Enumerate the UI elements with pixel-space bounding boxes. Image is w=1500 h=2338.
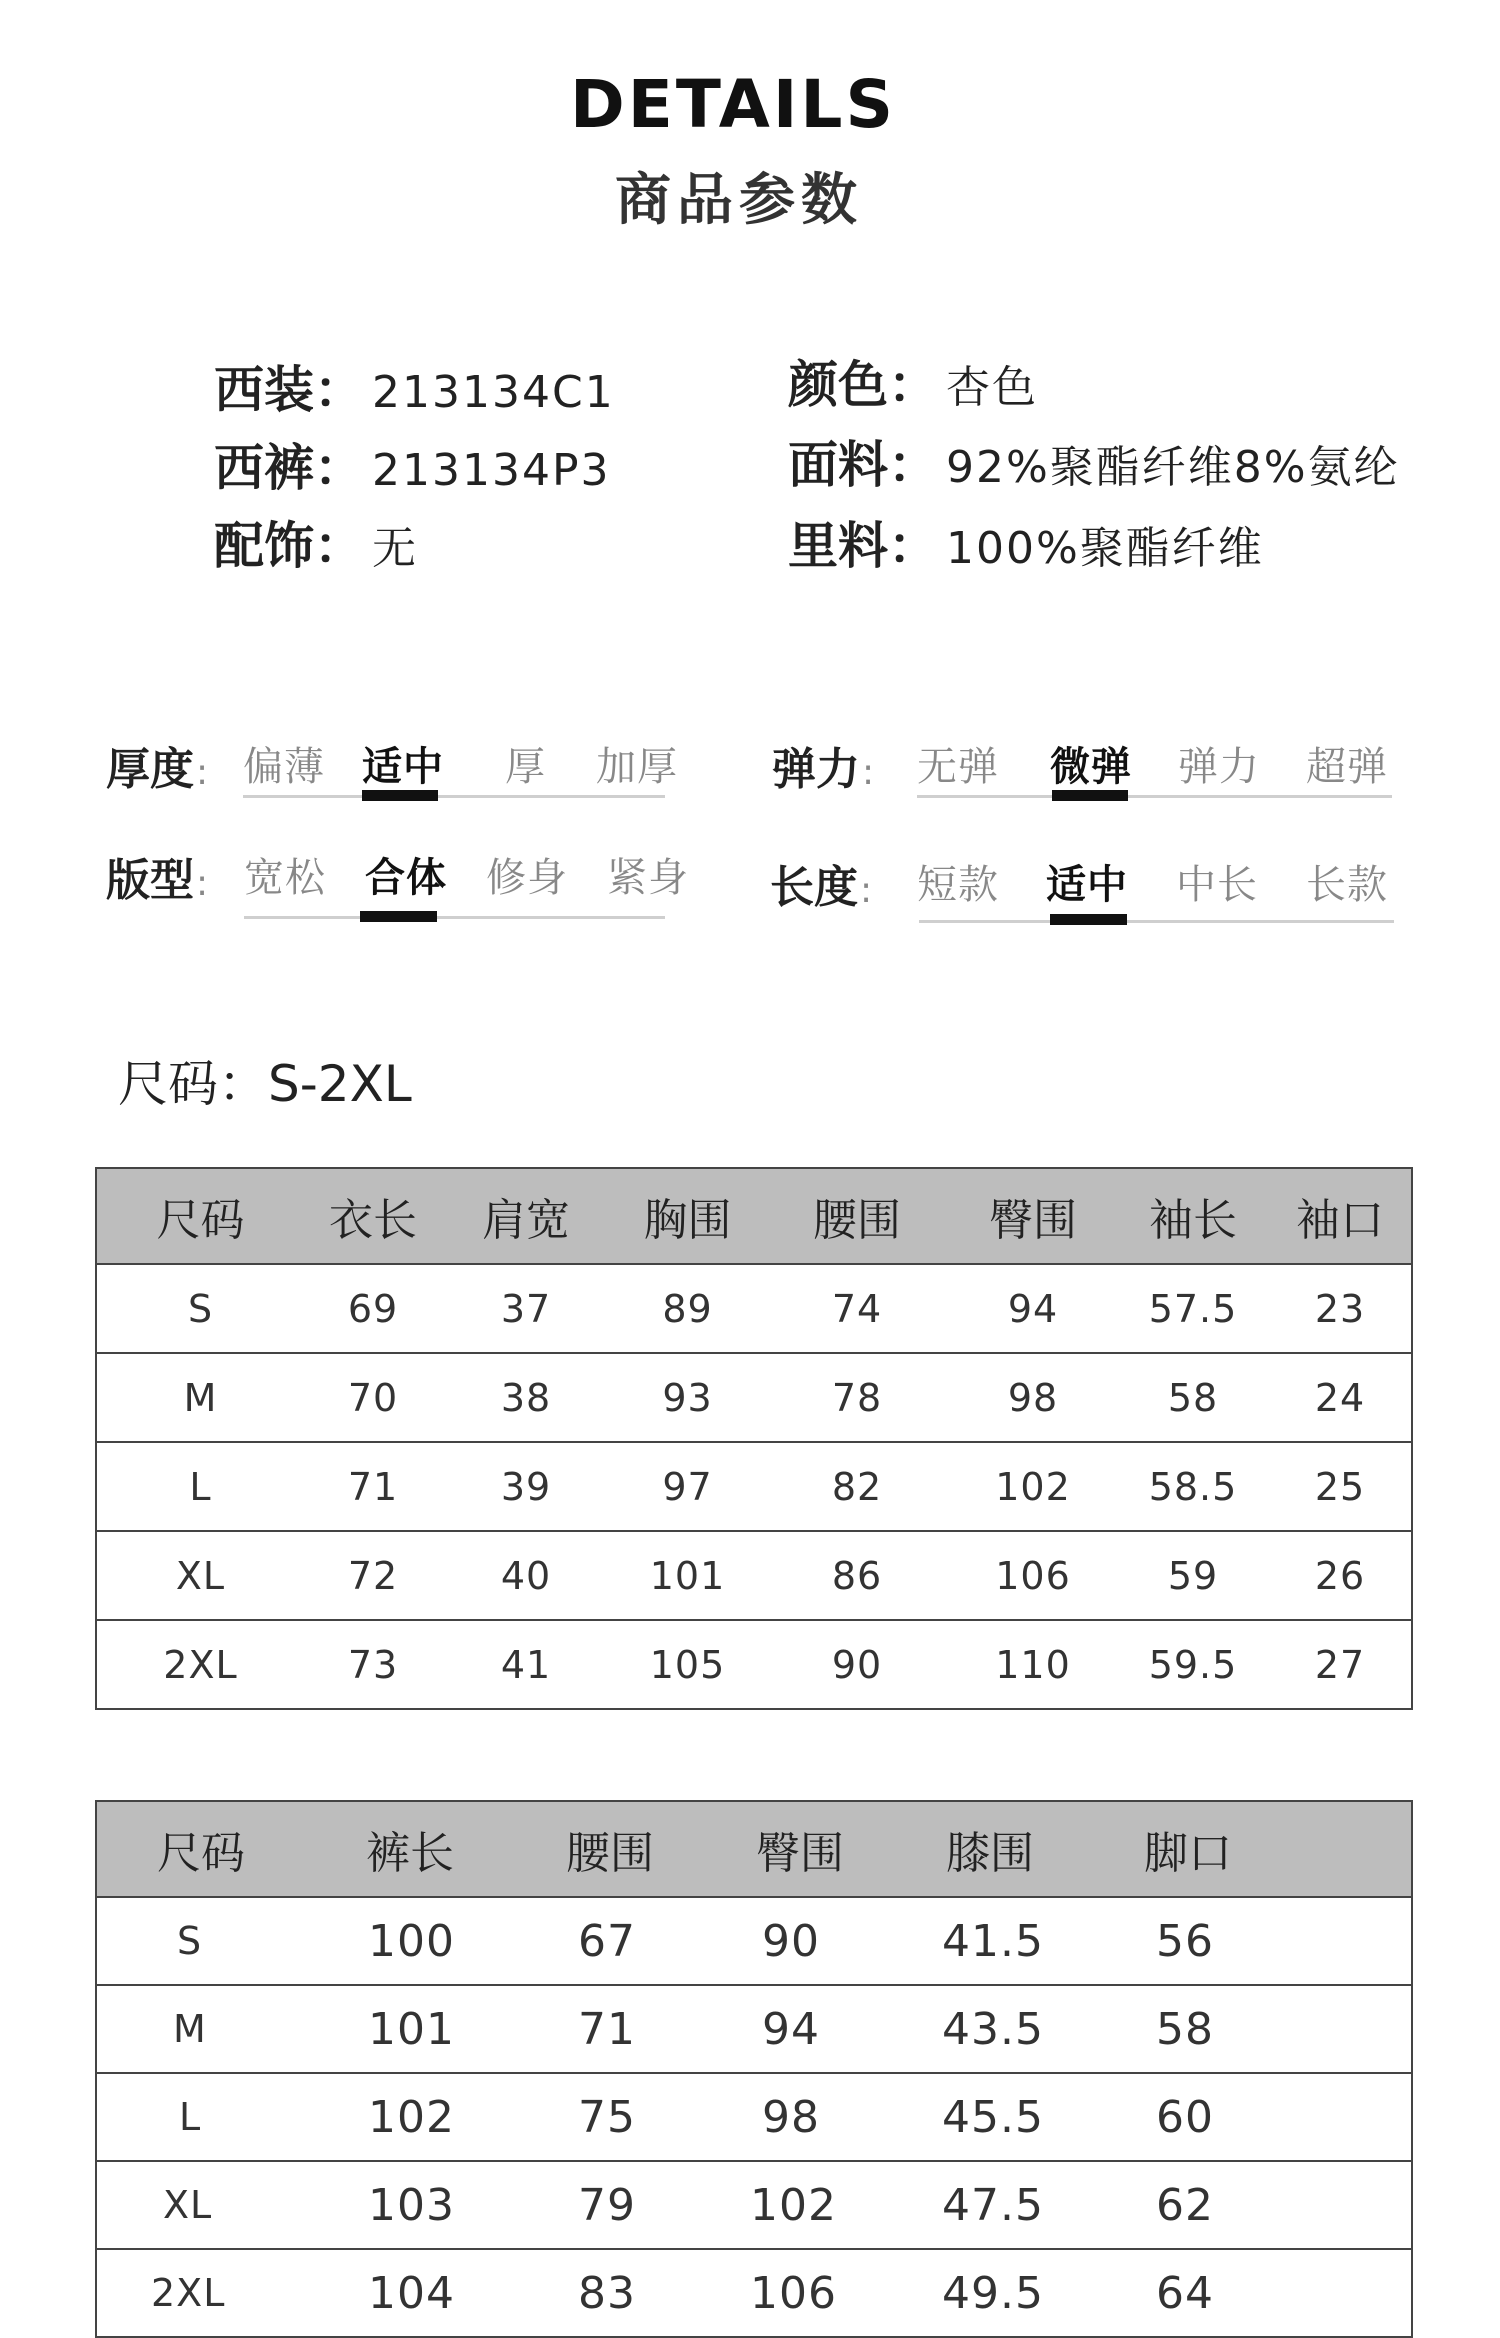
table-cell: 100: [366, 1897, 558, 1985]
table-row: [96, 1985, 1412, 2073]
column-header: 腰围: [765, 1168, 949, 1264]
table-cell: S: [96, 1897, 366, 1985]
attr-option: 偏薄: [243, 744, 325, 790]
page-title: DETAILS: [570, 66, 896, 143]
spec-value: 213134P3: [372, 445, 611, 496]
table-cell: 98: [748, 2073, 938, 2161]
table-cell: 37: [442, 1264, 610, 1353]
table-cell: 93: [610, 1353, 765, 1442]
table-cell: 40: [442, 1531, 610, 1620]
table-cell: 79: [558, 2161, 748, 2249]
table-cell: 82: [765, 1442, 949, 1531]
attr-option: 紧身: [607, 855, 689, 901]
table-cell: 75: [558, 2073, 748, 2161]
table-cell: 71: [304, 1442, 442, 1531]
table-cell: 89: [610, 1264, 765, 1353]
size-range: 尺码：S-2XL: [118, 1055, 412, 1113]
spec-label: 面料：: [788, 436, 938, 494]
table-cell: 102: [949, 1442, 1117, 1531]
column-header: 胸围: [610, 1168, 765, 1264]
table-cell: 86: [765, 1531, 949, 1620]
table-cell: 39: [442, 1442, 610, 1531]
spec-label: 颜色：: [788, 356, 938, 414]
column-header: 尺码: [96, 1168, 304, 1264]
table-row: [96, 1264, 1412, 1353]
attr-option: 加厚: [596, 744, 678, 790]
table-cell: 70: [304, 1353, 442, 1442]
table-cell: 38: [442, 1353, 610, 1442]
table-cell: XL: [96, 2161, 366, 2249]
attr-option: 长款: [1306, 862, 1388, 908]
attr-option: 中长: [1176, 862, 1258, 908]
attr-option: 无弹: [917, 744, 999, 790]
attr-option-selected: 适中: [362, 744, 444, 790]
table-cell: 90: [748, 1897, 938, 1985]
attr-indicator: [1050, 914, 1127, 925]
table-row: [96, 1442, 1412, 1531]
table-cell: 74: [765, 1264, 949, 1353]
table-cell: 59.5: [1117, 1620, 1269, 1709]
table-cell: 56: [1136, 1897, 1412, 1985]
table-cell: XL: [96, 1531, 304, 1620]
table-cell: 41: [442, 1620, 610, 1709]
table-cell: 94: [748, 1985, 938, 2073]
table-cell: S: [96, 1264, 304, 1353]
table-cell: 72: [304, 1531, 442, 1620]
table-cell: 60: [1136, 2073, 1412, 2161]
column-header: 臀围: [949, 1168, 1117, 1264]
table-cell: 58: [1136, 1985, 1412, 2073]
table-cell: 106: [748, 2249, 938, 2337]
spec-value: 213134C1: [372, 367, 615, 418]
table-row: [96, 1620, 1412, 1709]
column-header: 袖长: [1117, 1168, 1269, 1264]
spec-value: 100%聚酯纤维: [946, 523, 1264, 574]
table-row: [96, 2073, 1412, 2161]
column-header: 脚口: [1136, 1801, 1412, 1897]
spec-label: 西裤：: [214, 439, 364, 497]
attr-track: [919, 920, 1394, 923]
attr-track: [243, 795, 665, 798]
attr-option: 超弹: [1306, 744, 1388, 790]
table-cell: 98: [949, 1353, 1117, 1442]
spec-item-color: [788, 345, 1038, 417]
spec-label: 配饰：: [214, 517, 364, 575]
attr-option: 宽松: [244, 855, 326, 901]
table-cell: 2XL: [96, 1620, 304, 1709]
table-cell: 23: [1269, 1264, 1412, 1353]
table-cell: 58: [1117, 1353, 1269, 1442]
attr-option: 短款: [917, 862, 999, 908]
attr-label-fit: 版型:: [106, 855, 209, 906]
table-cell: 24: [1269, 1353, 1412, 1442]
table-cell: 64: [1136, 2249, 1412, 2337]
table-cell: 105: [610, 1620, 765, 1709]
table-cell: 57.5: [1117, 1264, 1269, 1353]
column-header: 腰围: [558, 1801, 748, 1897]
table-cell: 102: [748, 2161, 938, 2249]
attr-indicator: [1052, 790, 1128, 801]
table-header-row: [96, 1168, 1412, 1264]
attr-label-length: 长度:: [770, 862, 873, 913]
column-header: 裤长: [366, 1801, 558, 1897]
table-cell: 47.5: [938, 2161, 1136, 2249]
column-header: 衣长: [304, 1168, 442, 1264]
table-header-row: [96, 1801, 1412, 1897]
spec-item-pants: [214, 428, 611, 500]
attr-option-selected: 微弹: [1050, 744, 1132, 790]
attr-option: 厚: [505, 744, 546, 790]
spec-label: 里料：: [788, 517, 938, 575]
spec-item-fabric: [788, 425, 1400, 497]
column-header: 臀围: [748, 1801, 938, 1897]
table-cell: 73: [304, 1620, 442, 1709]
table-cell: 104: [366, 2249, 558, 2337]
attr-track: [244, 916, 665, 919]
table-row: [96, 1897, 1412, 1985]
table-cell: 97: [610, 1442, 765, 1531]
table-cell: 26: [1269, 1531, 1412, 1620]
attr-label-thickness: 厚度:: [106, 744, 209, 795]
table-cell: 83: [558, 2249, 748, 2337]
table-row: [96, 2161, 1412, 2249]
table-cell: 69: [304, 1264, 442, 1353]
attr-option: 弹力: [1178, 744, 1260, 790]
table-cell: 102: [366, 2073, 558, 2161]
table-cell: L: [96, 2073, 366, 2161]
table-cell: 71: [558, 1985, 748, 2073]
table-cell: 90: [765, 1620, 949, 1709]
spec-item-lining: [788, 506, 1264, 578]
table-cell: 62: [1136, 2161, 1412, 2249]
table-cell: 59: [1117, 1531, 1269, 1620]
table-cell: 2XL: [96, 2249, 366, 2337]
table-cell: 43.5: [938, 1985, 1136, 2073]
page-subtitle: 商品参数: [615, 168, 863, 233]
pants-size-table: [95, 1800, 1413, 2338]
attr-option: 修身: [486, 855, 568, 901]
table-cell: 101: [610, 1531, 765, 1620]
table-cell: 58.5: [1117, 1442, 1269, 1531]
table-cell: 106: [949, 1531, 1117, 1620]
column-header: 袖口: [1269, 1168, 1412, 1264]
column-header: 肩宽: [442, 1168, 610, 1264]
table-row: [96, 2249, 1412, 2337]
table-cell: M: [96, 1353, 304, 1442]
table-cell: 103: [366, 2161, 558, 2249]
spec-item-accessory: [214, 506, 418, 578]
table-cell: 41.5: [938, 1897, 1136, 1985]
table-cell: 25: [1269, 1442, 1412, 1531]
column-header: 尺码: [96, 1801, 366, 1897]
table-cell: 101: [366, 1985, 558, 2073]
table-cell: M: [96, 1985, 366, 2073]
spec-value: 杏色: [946, 362, 1038, 413]
spec-value: 无: [372, 523, 418, 574]
table-row: [96, 1353, 1412, 1442]
table-cell: 67: [558, 1897, 748, 1985]
table-cell: 78: [765, 1353, 949, 1442]
attr-track: [917, 795, 1392, 798]
attr-label-elasticity: 弹力:: [772, 744, 875, 795]
attr-indicator: [362, 790, 438, 801]
table-cell: 94: [949, 1264, 1117, 1353]
table-cell: 45.5: [938, 2073, 1136, 2161]
attr-option-selected: 适中: [1046, 862, 1128, 908]
table-cell: L: [96, 1442, 304, 1531]
attr-indicator: [360, 911, 437, 922]
table-cell: 49.5: [938, 2249, 1136, 2337]
spec-label: 西装：: [214, 361, 364, 419]
spec-item-suit: [214, 350, 615, 422]
column-header: 膝围: [938, 1801, 1136, 1897]
spec-value: 92%聚酯纤维8%氨纶: [946, 442, 1400, 493]
table-cell: 110: [949, 1620, 1117, 1709]
table-row: [96, 1531, 1412, 1620]
attr-option-selected: 合体: [365, 855, 447, 901]
table-cell: 27: [1269, 1620, 1412, 1709]
jacket-size-table: [95, 1167, 1413, 1710]
